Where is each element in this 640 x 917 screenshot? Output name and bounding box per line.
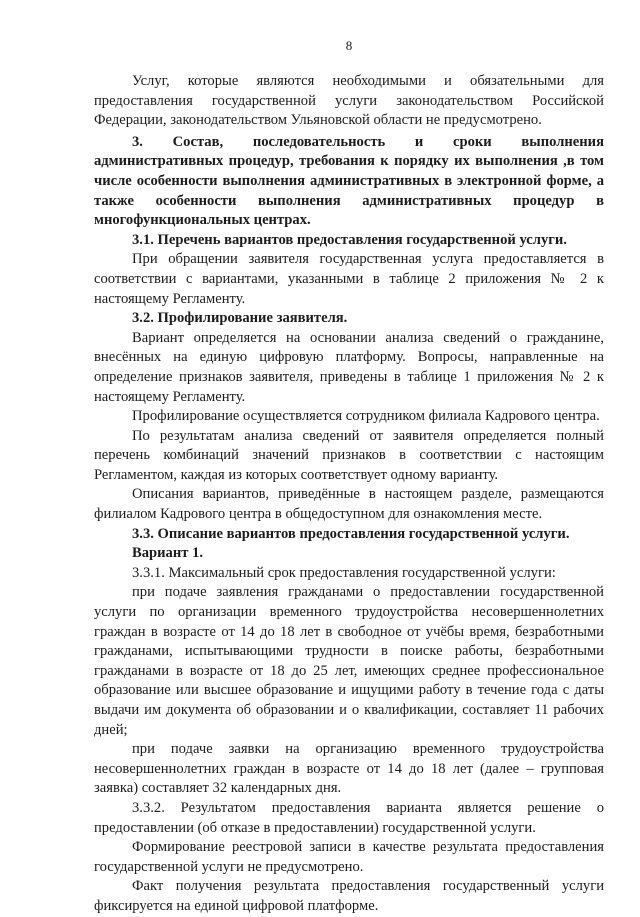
paragraph-3-3-2: 3.3.2. Результатом предоставления варианта является решение о предоставлении (об отказе в предоставлении) государственной услуги. [94,799,604,836]
paragraph-services-intro: Услуг, которые являются необходимыми и обязательными для предоставления государственной услуги законодательством Российской Федерации, законодательством Ульяновской области не предусмотрено. [94,73,604,129]
paragraph-3-3-1: 3.3.1. Максимальный срок предоставления государственной услуги: [132,564,556,581]
paragraph-result-fact: Факт получения результата предоставления государственный услуги фиксируется на единой цифровой платформе. [94,878,604,914]
paragraph-registry-record: Формирование реестровой записи в качестве результата предоставления государственной услуги не предусмотрено. [94,839,604,875]
paragraph-group-term: при подаче заявки на организацию временного трудоустройства несовершеннолетних граждан в возрасте от 14 до 18 лет (далее – групповая заявка) составляет 32 календарных дня. [94,741,604,797]
paragraph-profiling-done: Профилирование осуществляется сотрудником филиала Кадрового центра. [132,408,600,425]
paragraph-analysis-results: По результатам анализа сведений от заявителя определяется полный перечень комбинаций значений признаков в соответствии с настоящим Регламентом, каждая из которых соответствует одному варианту. [94,427,604,483]
section-3-3-heading: 3.3. Описание вариантов предоставления государственной услуги. [132,525,570,542]
variant-1-heading: Вариант 1. [132,545,204,562]
paragraph-variants-list: При обращении заявителя государственная услуга предоставляется в соответствии с вариантами, указанными в таблице 2 приложения № 2 к настоящему Регламенту. [94,251,604,307]
paragraph-individual-term: при подаче заявления гражданами о предоставлении государственной услуги по организации временного трудоустройства несовершеннолетних граждан в возрасте от 14 до 18 лет в свободное от учёбы время, безработными гражданами, испытывающими трудности в поиске работы, безработными гражданами в возрасте от 18 до 25 лет, имеющих среднее профессиональное образование или высшее образование и ищущими работу в течение года с даты выдачи им документа об образовании и о квалификации, составляет 11 рабочих дней; [94,584,604,738]
section-3-heading: 3. Состав, последовательность и сроки выполнения административных процедур, требования к порядку их выполнения ,в том числе особенности выполнения административных в электронной форме, а также особенности выполнения административных процедур в многофункциональных центрах. [94,133,604,229]
page-number: 8 [345,38,353,53]
paragraph-variant-determined: Вариант определяется на основании анализа сведений о гражданине, внесённых на единую цифровую платформу. Вопросы, направленные на определение признаков заявителя, приведены в таблице 1 приложения № 2 к настоящему Регламенту. [94,329,604,405]
paragraph-variant-descriptions: Описания вариантов, приведённые в настоящем разделе, размещаются филиалом Кадрового центра в общедоступном для ознакомления месте. [94,486,604,523]
section-3-1-heading: 3.1. Перечень вариантов предоставления государственной услуги. [132,231,567,248]
section-3-2-heading: 3.2. Профилирование заявителя. [132,310,348,327]
